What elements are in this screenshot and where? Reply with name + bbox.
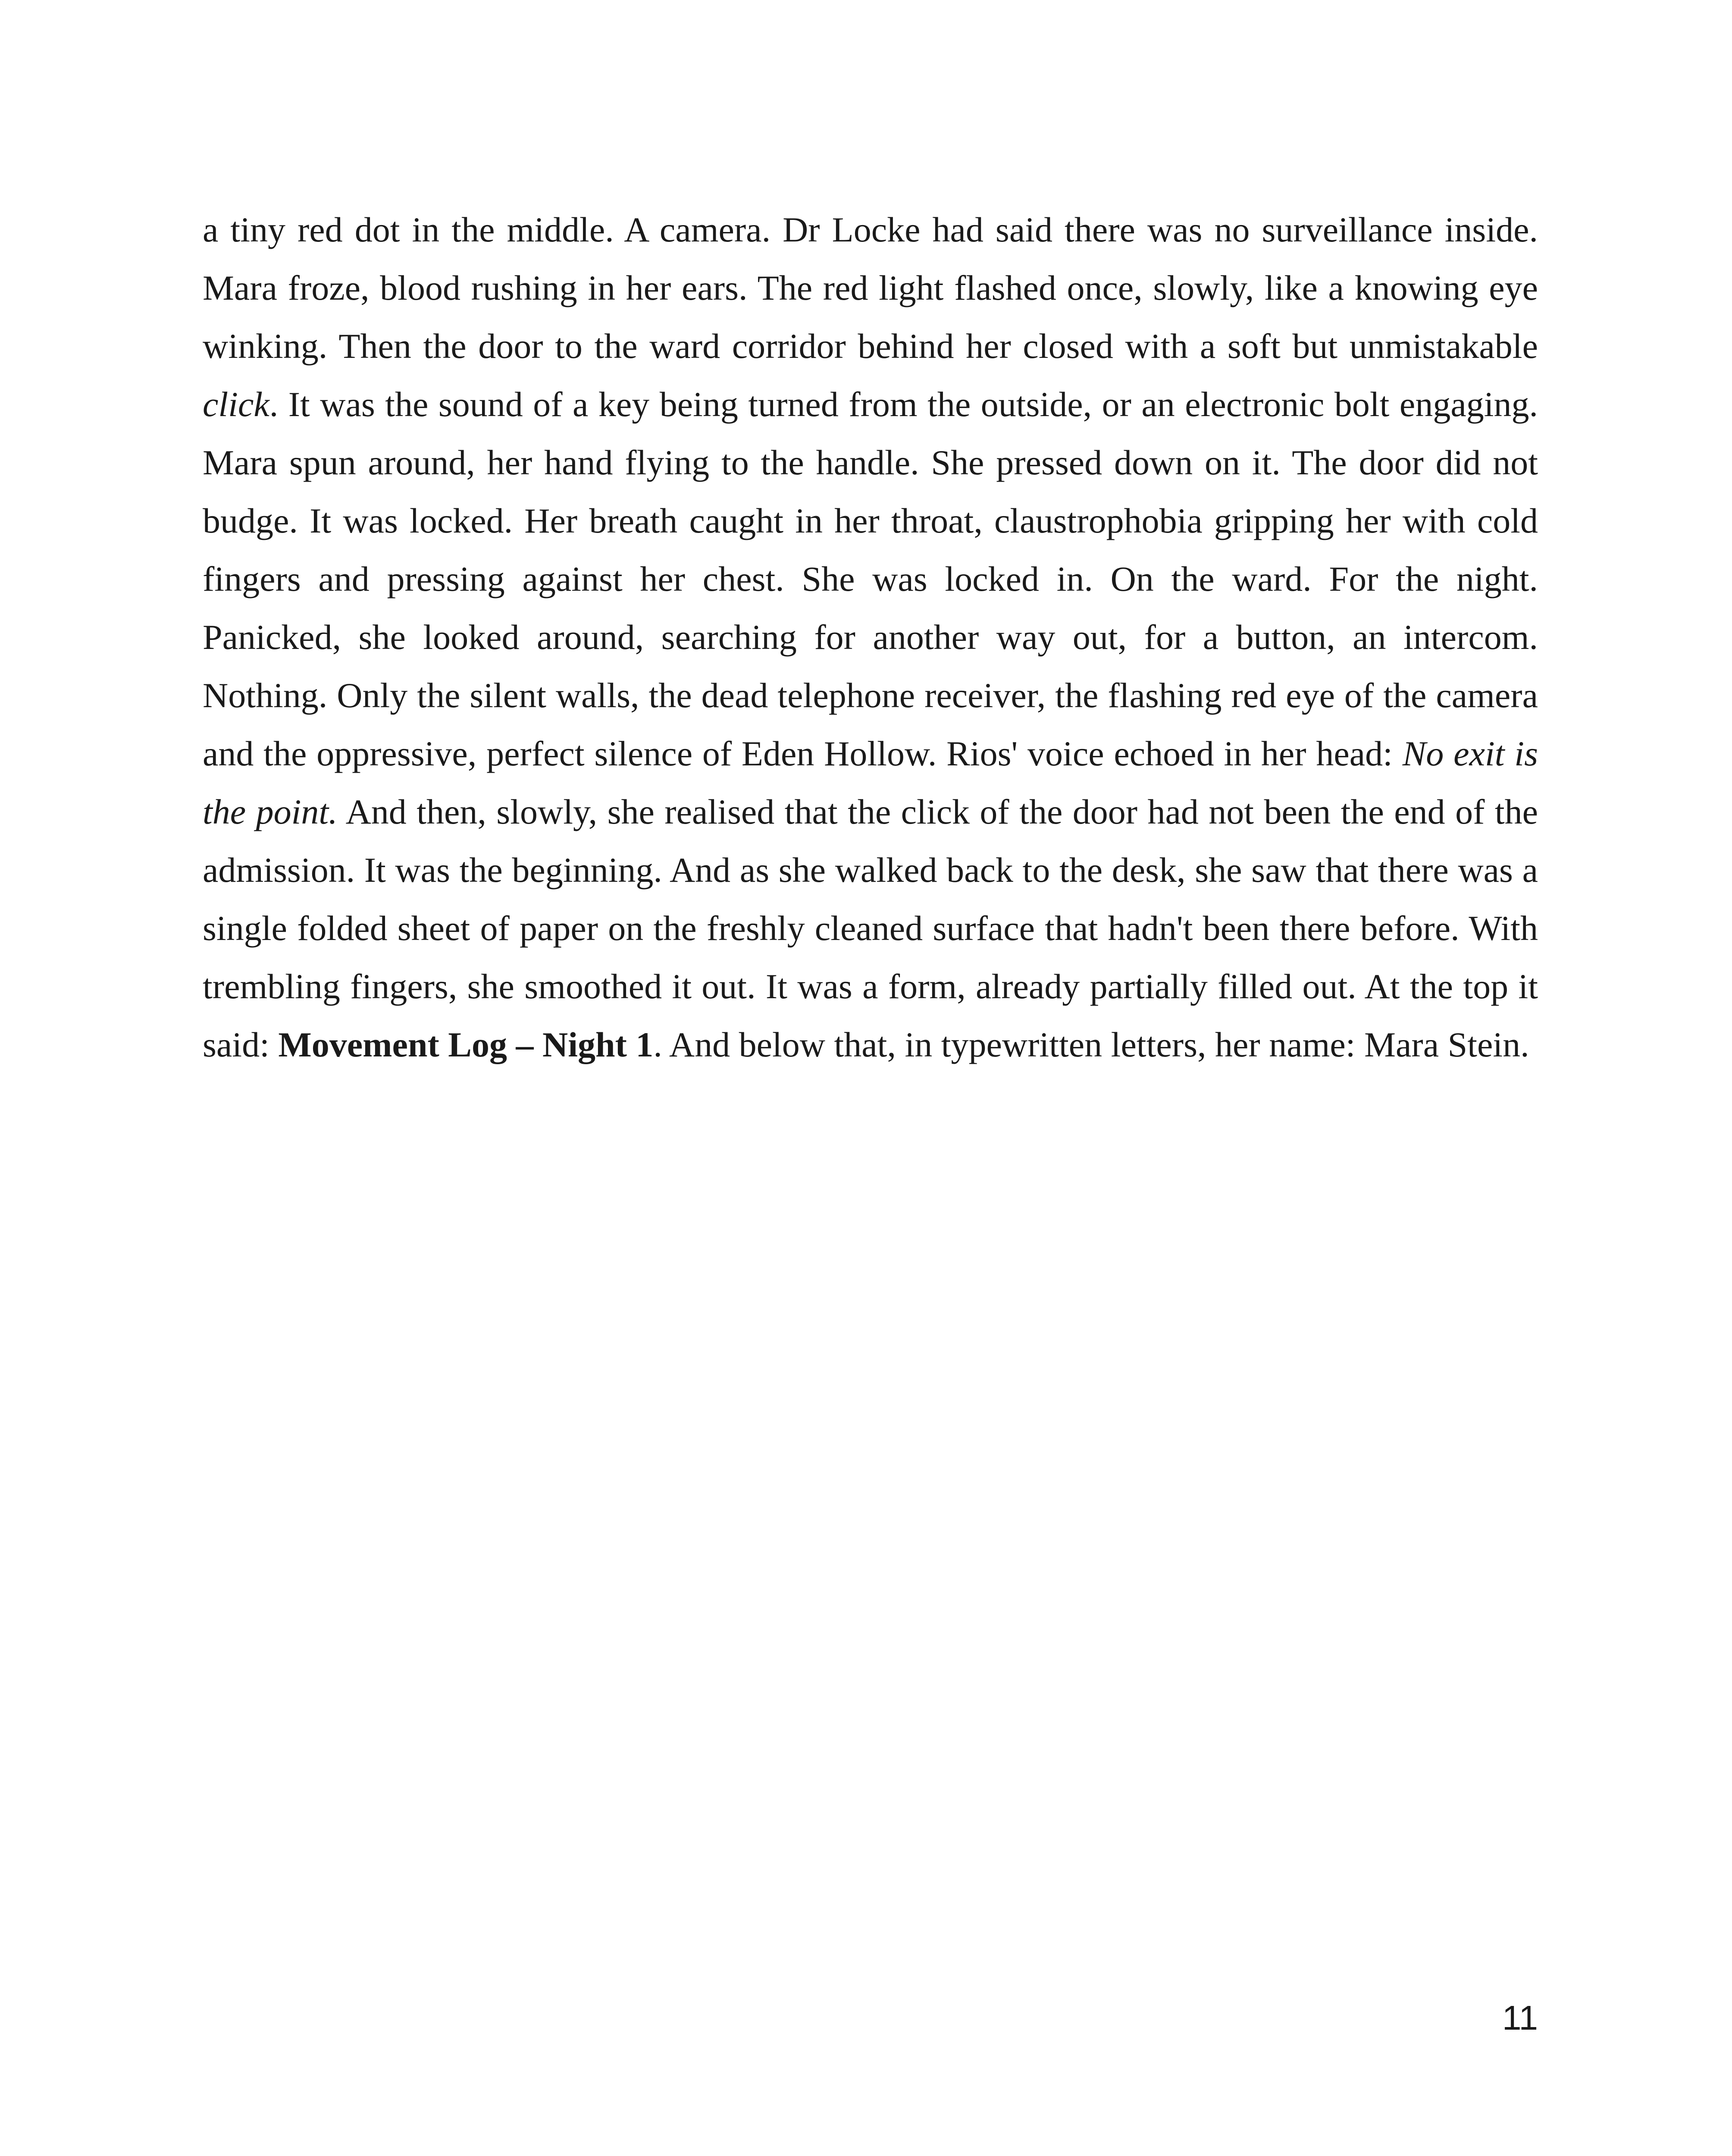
page-number: 11 [1502, 1999, 1538, 2037]
bold-form-title: Movement Log – Night 1 [278, 1025, 654, 1064]
text-segment: . And below that, in typewritten letters, her name: Mara Stein. [653, 1025, 1529, 1064]
text-segment: . It was the sound of a key being turned from the outside, or an electronic bolt engaging. Mara spun around, her hand flying to the handle. She pressed down on it. The door did not budge. It was locked. Her breath caught in her throat, claustrophobia gripping her with cold fingers and pressing against her chest. She was locked in. On the ward. For the night. Panicked, she looked around, searching for another way out, for a button, an intercom. Nothing. Only the silent walls, the dead telephone receiver, the flashing red eye of the camera and the oppressive, perfect silence of Eden Hollow. Rios' voice echoed in her head: [203, 385, 1538, 773]
italic-quote: No exit is the point. [203, 734, 1538, 831]
paragraph-text [203, 201, 1538, 1074]
text-segment: And then, slowly, she realised that the click of the door had not been the end of the admission. It was the beginning. And as she walked back to the desk, she saw that there was a single folded sheet of paper on the freshly cleaned surface that hadn't been there before. With trembling fingers, she smoothed it out. It was a form, already partially filled out. At the top it said: [203, 792, 1538, 1064]
text-segment: a tiny red dot in the middle. A camera. Dr Locke had said there was no surveillance inside. Mara froze, blood rushing in her ears. The red light flashed once, slowly, like a knowing eye winking. Then the door to the ward corridor behind her closed with a soft but unmistakable [203, 210, 1538, 366]
body-paragraph [203, 201, 1538, 1074]
italic-word-click: click [203, 385, 269, 424]
